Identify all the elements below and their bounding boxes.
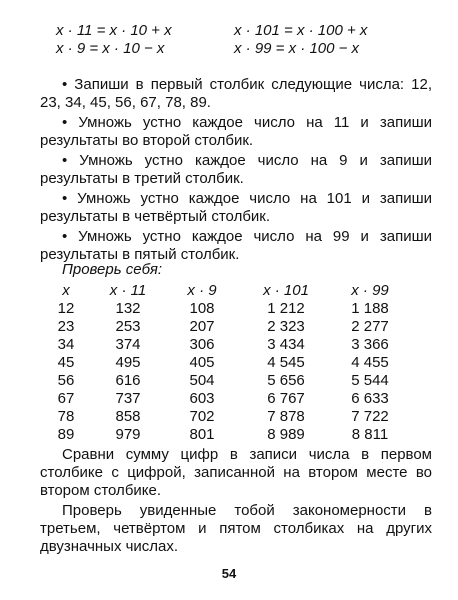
- col-header-x: x: [62, 282, 70, 299]
- col-header-x11: x · 11: [109, 282, 147, 299]
- formula-x99: x · 99 = x · 100 − x: [234, 40, 360, 57]
- instruction-paragraph: Проверь увиденные тобой закономерности в третьем, четвёртом и пятом столбиках на других двузначных числах.: [40, 502, 432, 555]
- table-header-row: [40, 282, 408, 300]
- table-cell: 207: [189, 318, 215, 335]
- table-cell: 504: [189, 372, 215, 389]
- table-cell: 1 188: [351, 300, 389, 317]
- results-table: [40, 282, 408, 444]
- table-row: [40, 318, 408, 336]
- table-cell: 12: [57, 300, 75, 317]
- closing-text: [40, 446, 432, 558]
- page-number: 54: [221, 566, 237, 581]
- table-row: [40, 408, 408, 426]
- table-cell: 603: [189, 390, 215, 407]
- table-cell: 616: [115, 372, 141, 389]
- instruction-paragraph: Сравни сумму цифр в записи числа в первом столбике с цифрой, записанной на втором месте во втором столбике.: [40, 446, 432, 499]
- col-header-x99: x · 99: [351, 282, 389, 299]
- table-cell: 45: [57, 354, 75, 371]
- task-item: • Умножь устно каждое число на 101 и запиши результаты в четвёртый столбик.: [40, 190, 432, 225]
- results-body: [40, 300, 408, 444]
- table-cell: 306: [189, 336, 215, 353]
- table-cell: 8 989: [267, 426, 305, 443]
- table-row: [40, 300, 408, 318]
- table-row: [40, 372, 408, 390]
- table-cell: 4 545: [267, 354, 305, 371]
- task-item: • Умножь устно каждое число на 99 и запиши результаты в пятый столбик.: [40, 228, 432, 263]
- table-cell: 702: [189, 408, 215, 425]
- formula-x101: x · 101 = x · 100 + x: [234, 22, 368, 39]
- table-cell: 5 656: [267, 372, 305, 389]
- formula-x9: x · 9 = x · 10 − x: [56, 40, 165, 57]
- task-item: • Умножь устно каждое число на 11 и запиши результаты во второй столбик.: [40, 114, 432, 149]
- table-cell: 23: [57, 318, 75, 335]
- table-row: [40, 390, 408, 408]
- table-cell: 108: [189, 300, 215, 317]
- table-cell: 1 212: [267, 300, 305, 317]
- table-cell: 495: [115, 354, 141, 371]
- table-cell: 374: [115, 336, 141, 353]
- formula-x11: x · 11 = x · 10 + x: [56, 22, 172, 39]
- table-cell: 8 811: [351, 426, 389, 443]
- table-row: [40, 426, 408, 444]
- table-cell: 34: [57, 336, 75, 353]
- check-yourself-heading: Проверь себя:: [62, 261, 163, 278]
- col-header-x9: x · 9: [187, 282, 217, 299]
- table-cell: 6 767: [267, 390, 305, 407]
- table-cell: 2 323: [267, 318, 305, 335]
- table-row: [40, 354, 408, 372]
- table-cell: 3 434: [267, 336, 305, 353]
- table-cell: 89: [57, 426, 75, 443]
- table-cell: 858: [115, 408, 141, 425]
- table-cell: 5 544: [351, 372, 389, 389]
- formula-row: [56, 22, 436, 40]
- col-header-x101: x · 101: [263, 282, 309, 299]
- table-cell: 405: [189, 354, 215, 371]
- task-item: • Запиши в первый столбик следующие числа: 12, 23, 34, 45, 56, 67, 78, 89.: [40, 76, 432, 111]
- formula-row: [56, 40, 436, 58]
- table-cell: 7 722: [351, 408, 389, 425]
- table-cell: 56: [57, 372, 75, 389]
- table-cell: 7 878: [267, 408, 305, 425]
- table-cell: 737: [115, 390, 141, 407]
- table-row: [40, 336, 408, 354]
- table-cell: 78: [57, 408, 75, 425]
- formula-block: [56, 22, 436, 58]
- table-cell: 2 277: [351, 318, 389, 335]
- table-cell: 979: [115, 426, 141, 443]
- table-cell: 3 366: [351, 336, 389, 353]
- task-list: [40, 76, 432, 266]
- table-cell: 253: [115, 318, 141, 335]
- table-cell: 801: [189, 426, 215, 443]
- table-cell: 6 633: [351, 390, 389, 407]
- table-cell: 67: [57, 390, 75, 407]
- table-cell: 4 455: [351, 354, 389, 371]
- table-cell: 132: [115, 300, 141, 317]
- task-item: • Умножь устно каждое число на 9 и запиши результаты в третий столбик.: [40, 152, 432, 187]
